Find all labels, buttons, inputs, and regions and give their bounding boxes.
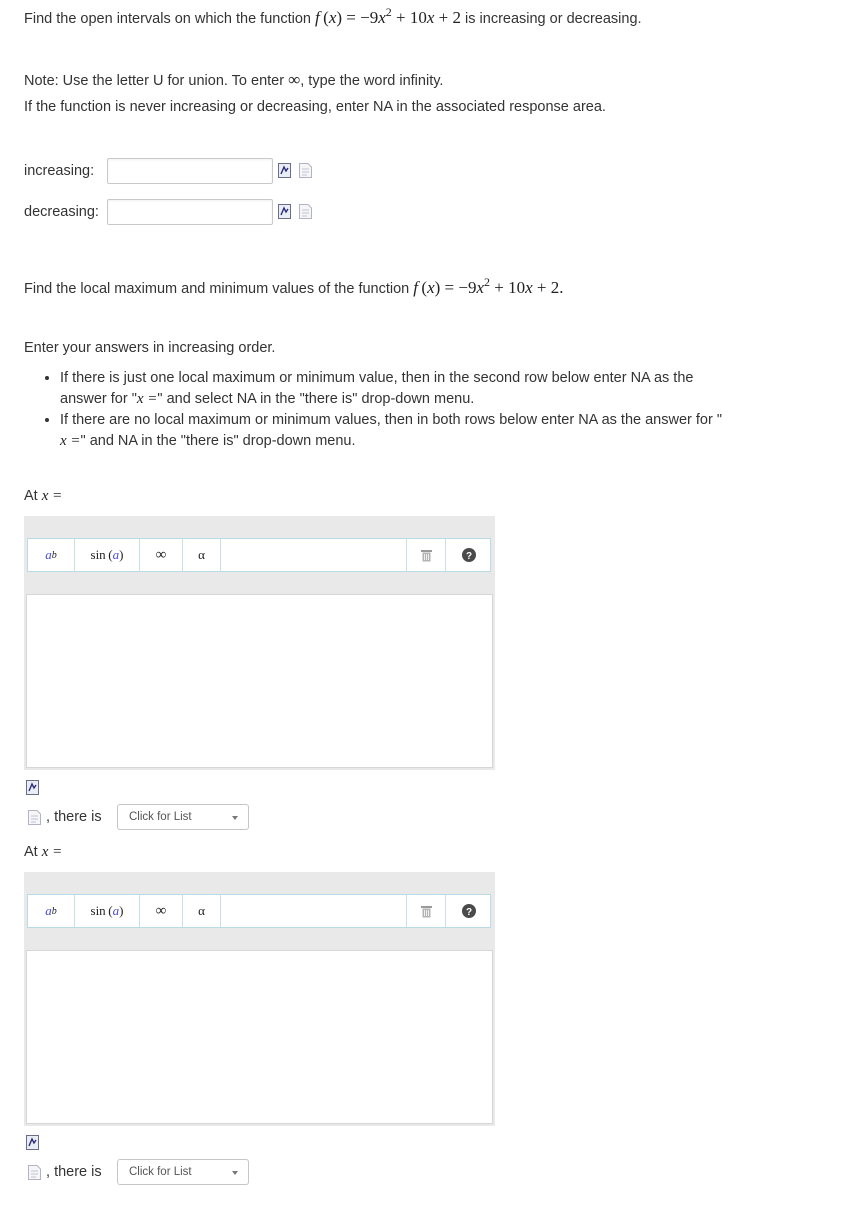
- at-x-label: [24, 488, 62, 505]
- alpha-button[interactable]: α: [183, 539, 221, 571]
- q2-bullet-2: [60, 410, 812, 452]
- there-is-label: , there is: [46, 1164, 102, 1180]
- q2-fn-linear: + 10: [490, 278, 526, 297]
- q1-fn-arg: x: [328, 8, 337, 27]
- document-icon[interactable]: [28, 810, 41, 825]
- there-is-dropdown[interactable]: [117, 804, 249, 830]
- help-icon[interactable]: [445, 539, 491, 571]
- q2-fn-exp: 2: [484, 275, 491, 289]
- there-is-text: there is: [54, 1164, 102, 1180]
- q2-function: f $(x) = -9x^2 + 10x + 2$.: [413, 275, 564, 297]
- document-icon[interactable]: [299, 163, 312, 178]
- q2-prompt-text: Find the local maximum and minimum values of the function: [24, 281, 410, 297]
- q1-fn-linear: + 10: [391, 8, 427, 27]
- q2-fn-coef: = −9: [440, 278, 477, 297]
- q2-bullet-1-post: " and select NA in the "there is" drop-down menu.: [157, 391, 475, 407]
- math-toolbar: [27, 894, 491, 928]
- sin-button[interactable]: sin ( a ): [75, 539, 140, 571]
- increasing-input[interactable]: [107, 158, 273, 184]
- q1-function: f $(x) = -9x^2 + 10x + 2$: [315, 5, 461, 27]
- q2-bullet-1-pre: answer for ": [60, 391, 137, 407]
- math-editor: [24, 872, 495, 1126]
- q2-instruction: Enter your answers in increasing order.: [24, 340, 276, 356]
- q1-fn-var: x: [378, 8, 386, 27]
- at-x-label: [24, 844, 62, 861]
- help-icon[interactable]: [445, 895, 491, 927]
- math-editor: [24, 516, 495, 770]
- sin-button[interactable]: sin ( a ): [75, 895, 140, 927]
- decreasing-label: decreasing:: [24, 204, 99, 220]
- q1-note-line1: [24, 70, 443, 90]
- trash-icon[interactable]: [406, 895, 445, 927]
- q2-prompt: [24, 275, 564, 298]
- q2-fn-var2: x: [525, 278, 533, 297]
- there-is-label: , there is: [46, 809, 102, 825]
- at-x-var: x =: [41, 844, 63, 860]
- q2-bullet-1-math: x =: [136, 391, 158, 407]
- q1-note-text: Note: Use the letter U for union. To enter: [24, 73, 285, 89]
- sin-arg: a: [112, 903, 120, 918]
- sin-arg: a: [112, 547, 120, 562]
- q2-bullet-2-math: x =: [60, 433, 81, 449]
- alpha-button[interactable]: α: [183, 895, 221, 927]
- dropdown-value: Click for List: [129, 811, 192, 823]
- power-base: a: [45, 547, 52, 562]
- math-toolbar: [27, 538, 491, 572]
- power-exp: b: [51, 549, 57, 561]
- chevron-down-icon: [232, 1171, 238, 1175]
- q1-fn-name: f: [315, 8, 320, 27]
- power-button[interactable]: [28, 895, 75, 927]
- q2-bullet-1: [60, 368, 812, 410]
- q2-bullet-2-line1: If there are no local maximum or minimum values, then in both rows below enter NA as the answer for ": [60, 412, 722, 428]
- document-icon[interactable]: [299, 204, 312, 219]
- q1-fn-const: + 2: [434, 8, 461, 27]
- document-icon[interactable]: [28, 1165, 41, 1180]
- q2-fn-name: f: [413, 278, 418, 297]
- q2-fn-var: x: [476, 278, 485, 297]
- at-label-text: At: [24, 488, 38, 504]
- there-is-text: there is: [54, 809, 102, 825]
- math-editor-icon[interactable]: [278, 163, 291, 178]
- power-exp: b: [51, 905, 57, 917]
- q1-prompt-suffix: is increasing or decreasing.: [461, 11, 642, 27]
- sin-text: sin: [90, 547, 106, 562]
- q1-fn-coef: = −9: [342, 8, 379, 27]
- q2-bullet-list: [24, 368, 812, 452]
- svg-text:?: ?: [465, 907, 472, 918]
- q1-note-line2: If the function is never increasing or decreasing, enter NA in the associated response area.: [24, 99, 606, 115]
- power-base: a: [45, 903, 52, 918]
- math-editor-icon[interactable]: [26, 780, 39, 795]
- infinity-button[interactable]: ∞: [140, 895, 183, 927]
- at-label-text: At: [24, 844, 38, 860]
- infinity-button[interactable]: ∞: [140, 539, 183, 571]
- trash-icon[interactable]: [406, 539, 445, 571]
- q2-fn-arg: x: [427, 278, 435, 297]
- q1-prompt-text: Find the open intervals on which the function: [24, 11, 311, 27]
- math-input-area[interactable]: [26, 594, 493, 768]
- sin-text: sin: [90, 903, 106, 918]
- q2-bullet-1-line1: If there is just one local maximum or minimum value, then in the second row below enter NA as the: [60, 370, 694, 386]
- decreasing-input[interactable]: [107, 199, 273, 225]
- svg-text:?: ?: [465, 551, 472, 562]
- dropdown-value: Click for List: [129, 1166, 192, 1178]
- q1-prompt: [24, 5, 642, 28]
- math-input-area[interactable]: [26, 950, 493, 1124]
- q1-fn-var2: x: [426, 8, 435, 27]
- infinity-symbol: ∞: [288, 70, 301, 89]
- q2-fn-const: + 2.: [532, 278, 564, 297]
- at-x-var: x =: [41, 488, 63, 504]
- chevron-down-icon: [232, 816, 238, 820]
- power-button[interactable]: [28, 539, 75, 571]
- there-is-dropdown[interactable]: [117, 1159, 249, 1185]
- increasing-label: increasing:: [24, 163, 95, 179]
- q1-note-text-b: , type the word infinity.: [300, 73, 444, 89]
- math-editor-icon[interactable]: [278, 204, 291, 219]
- math-editor-icon[interactable]: [26, 1135, 39, 1150]
- q1-fn-exp: 2: [385, 5, 392, 19]
- q2-bullet-2-post: " and NA in the "there is" drop-down menu.: [80, 433, 356, 449]
